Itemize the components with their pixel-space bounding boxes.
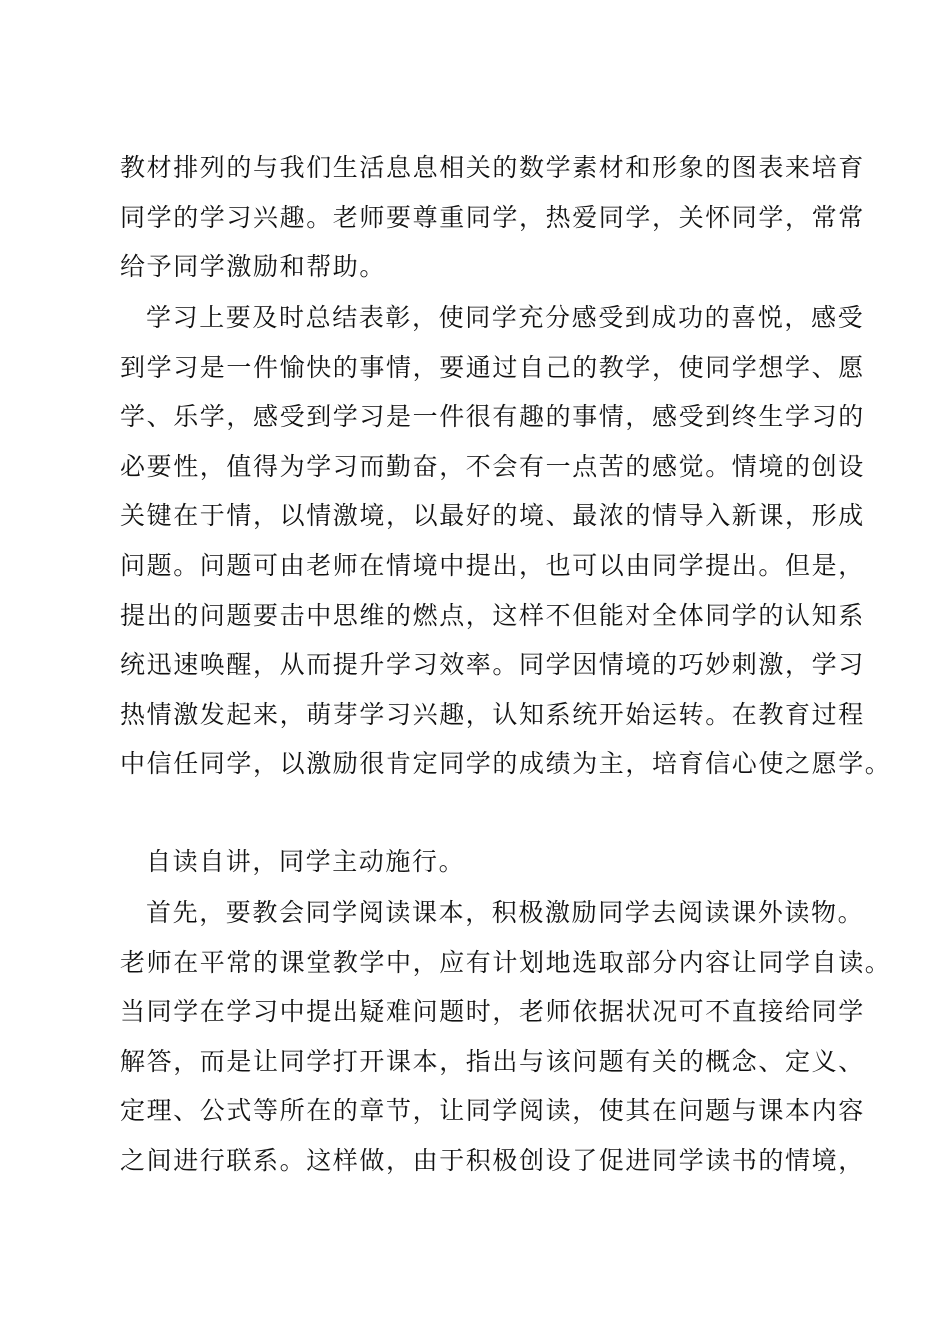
text-line: 必要性，值得为学习而勤奋，不会有一点苦的感觉。情境的创设 xyxy=(120,451,865,481)
text-line: 中信任同学，以激励很肯定同学的成绩为主，培育信心使之愿学。 xyxy=(120,749,892,779)
text-line: 解答，而是让同学打开课本，指出与该问题有关的概念、定义、 xyxy=(120,1046,865,1076)
text-line: 统迅速唤醒，从而提升学习效率。同学因情境的巧妙刺激，学习 xyxy=(120,650,865,680)
text-line: 给予同学激励和帮助。 xyxy=(120,252,387,282)
text-line: 之间进行联系。这样做，由于积极创设了促进同学读书的情境， xyxy=(120,1145,865,1175)
text-line: 老师在平常的课堂教学中，应有计划地选取部分内容让同学自读。 xyxy=(120,947,892,977)
text-line: 定理、公式等所在的章节，让同学阅读，使其在问题与课本内容 xyxy=(120,1096,865,1126)
text-line: 到学习是一件愉快的事情，要通过自己的教学，使同学想学、愿 xyxy=(120,352,865,382)
text-line: 关键在于情，以情激境，以最好的境、最浓的情导入新课，形成 xyxy=(120,501,865,531)
text-line: 学、乐学，感受到学习是一件很有趣的事情，感受到终生学习的 xyxy=(120,402,865,432)
text-line: 自读自讲，同学主动施行。 xyxy=(146,847,466,876)
paragraph-3-heading xyxy=(120,837,850,887)
text-line: 热情激发起来，萌芽学习兴趣，认知系统开始运转。在教育过程 xyxy=(120,699,865,729)
text-line: 提出的问题要击中思维的燃点，这样不但能对全体同学的认知系 xyxy=(120,600,865,630)
text-line: 教材排列的与我们生活息息相关的数学素材和形象的图表来培育 xyxy=(120,153,865,182)
text-line: 当同学在学习中提出疑难问题时，老师依据状况可不直接给同学 xyxy=(120,997,865,1027)
text-line: 问题。问题可由老师在情境中提出，也可以由同学提出。但是， xyxy=(120,550,865,580)
paragraph-1 xyxy=(120,143,865,292)
text-line: 学习上要及时总结表彰，使同学充分感受到成功的喜悦，感受 xyxy=(146,303,865,332)
paragraph-4 xyxy=(120,888,892,1186)
text-line: 首先，要教会同学阅读课本，积极激励同学去阅读课外读物。 xyxy=(146,898,865,927)
paragraph-2 xyxy=(120,293,892,789)
text-line: 同学的学习兴趣。老师要尊重同学，热爱同学，关怀同学，常常 xyxy=(120,202,865,232)
